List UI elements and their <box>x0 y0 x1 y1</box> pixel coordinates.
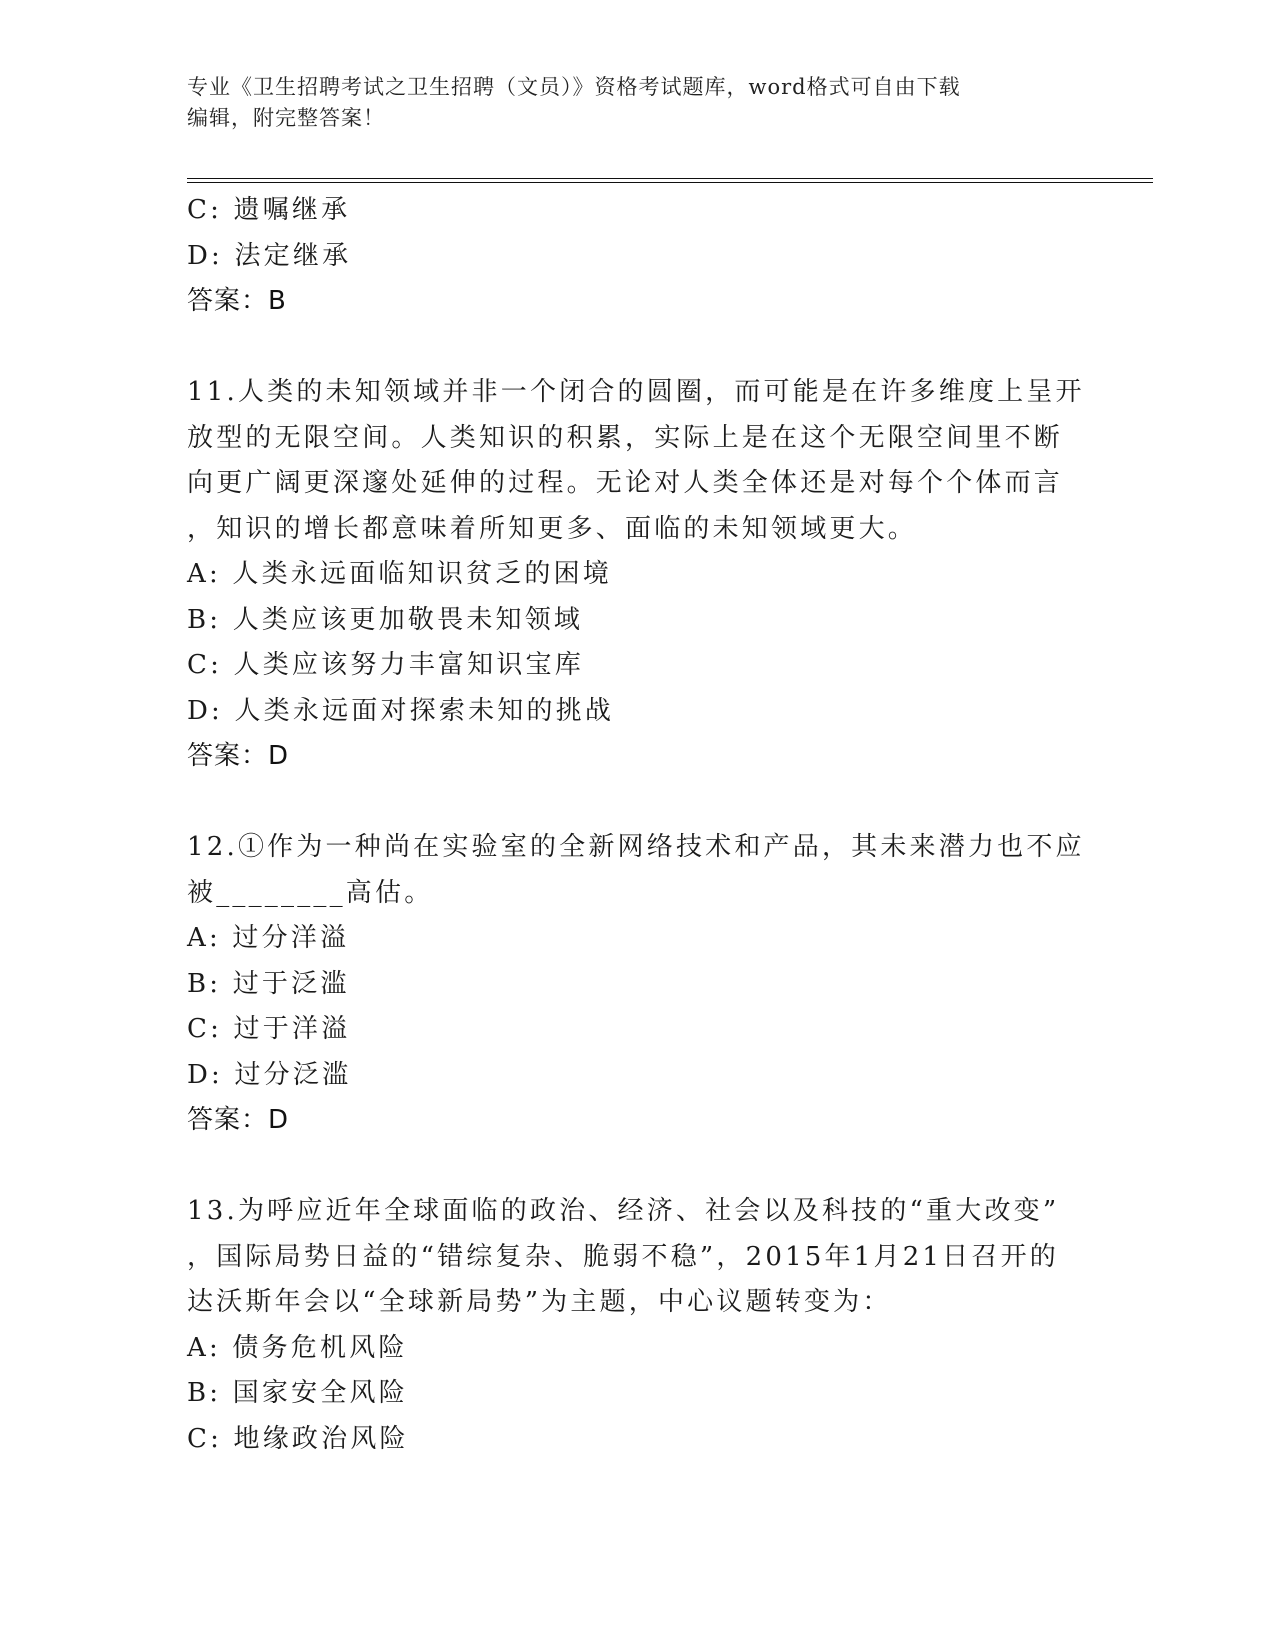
option-c: C: 过于洋溢 <box>187 1014 351 1044</box>
question-stem-line: 达沃斯年会以“全球新局势”为主题，中心议题转变为： <box>187 1287 892 1317</box>
answer-line: 答案：D <box>187 1105 290 1135</box>
option-d: D: 过分泛滥 <box>187 1059 352 1090</box>
option-b: B: 人类应该更加敬畏未知领域 <box>187 604 584 635</box>
question-13 <box>187 1189 1087 1462</box>
question-12 <box>187 825 1087 1144</box>
option-a: A: 人类永远面临知识贫乏的困境 <box>187 559 613 589</box>
header-divider-top <box>187 178 1153 179</box>
question-11 <box>187 370 1087 780</box>
question-stem-line: 被________高估。 <box>187 877 434 908</box>
answer-line: 答案：D <box>187 741 290 771</box>
question-stem-line: ，国际局势日益的“错综复杂、脆弱不稳”，2015年1月21日召开的 <box>187 1241 1059 1272</box>
option-a: A: 债务危机风险 <box>187 1332 408 1363</box>
question-stem-line: ，知识的增长都意味着所知更多、面临的未知领域更大。 <box>187 513 918 544</box>
option-b: B: 过于泛滥 <box>187 968 350 999</box>
header-divider-bottom <box>187 182 1153 183</box>
question-stem-line: 13.为呼应近年全球面临的政治、经济、社会以及科技的“重大改变” <box>187 1196 1060 1226</box>
header-line-2: 编辑，附完整答案！ <box>187 106 385 130</box>
question-stem-line: 11.人类的未知领域并非一个闭合的圆圈，而可能是在许多维度上呈开 <box>187 377 1085 407</box>
question-stem-line: 12.①作为一种尚在实验室的全新网络技术和产品，其未来潜力也不应 <box>187 832 1085 862</box>
option-c: C: 人类应该努力丰富知识宝库 <box>187 650 584 680</box>
question-10 <box>187 188 1087 325</box>
option-c: C: 地缘政治风险 <box>187 1423 409 1454</box>
question-stem-line: 放型的无限空间。人类知识的积累，实际上是在这个无限空间里不断 <box>187 422 1064 453</box>
question-list <box>187 188 1087 1462</box>
option-c: C: 遗嘱继承 <box>187 195 351 225</box>
option-d: D: 法定继承 <box>187 240 352 271</box>
option-b: B: 国家安全风险 <box>187 1378 408 1408</box>
document-header <box>187 72 1087 134</box>
option-d: D: 人类永远面对探索未知的挑战 <box>187 695 615 726</box>
answer-line: 答案：B <box>187 286 287 316</box>
question-stem-line: 向更广阔更深邃处延伸的过程。无论对人类全体还是对每个个体而言 <box>187 468 1064 498</box>
header-line-1: 专业《卫生招聘考试之卫生招聘（文员）》资格考试题库，word格式可自由下载 <box>187 75 961 99</box>
option-a: A: 过分洋溢 <box>187 923 350 953</box>
